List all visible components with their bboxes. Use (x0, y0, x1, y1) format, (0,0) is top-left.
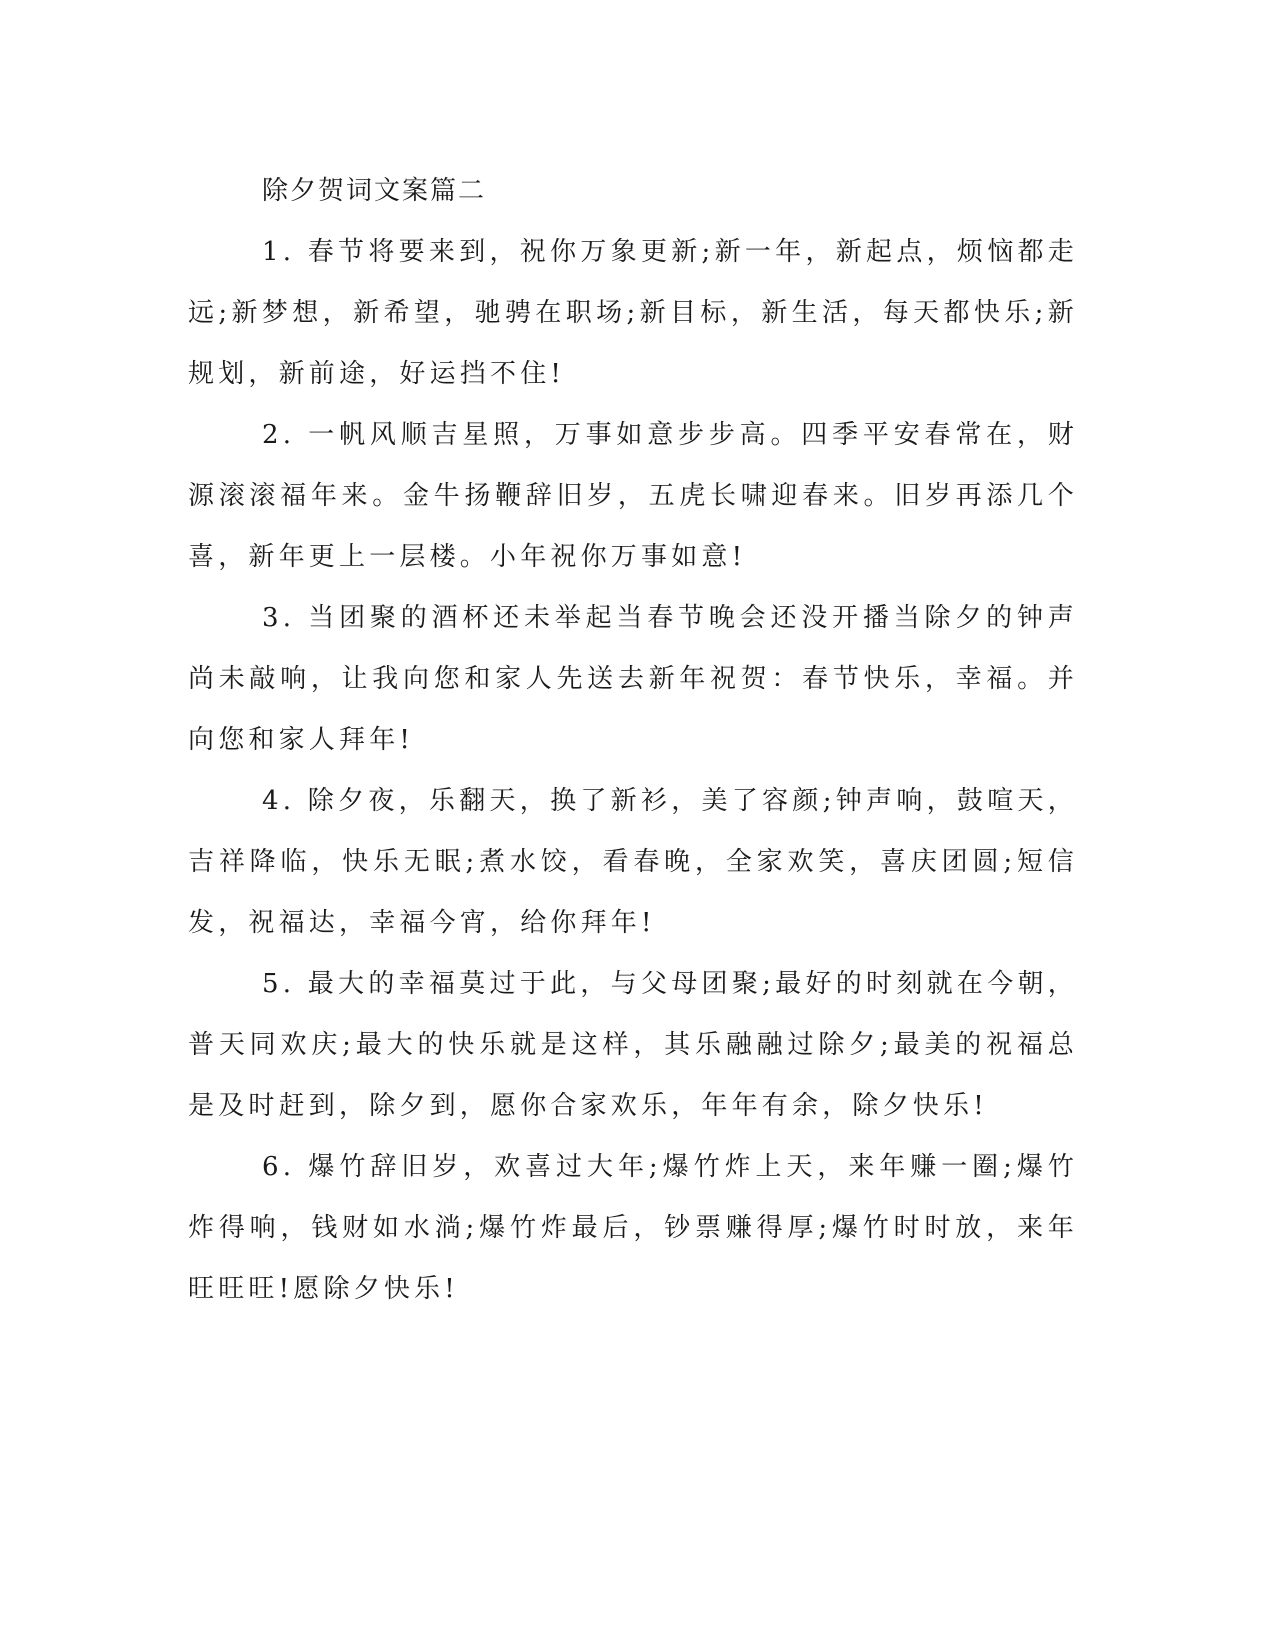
paragraph-6: 6. 爆竹辞旧岁，欢喜过大年;爆竹炸上天，来年赚一圈;爆竹炸得响，钱财如水淌;爆竹炸最后，钞票赚得厚;爆竹时时放，来年旺旺旺!愿除夕快乐! (188, 1152, 1078, 1304)
paragraph-5: 5. 最大的幸福莫过于此，与父母团聚;最好的时刻就在今朝，普天同欢庆;最大的快乐就是这样，其乐融融过除夕;最美的祝福总是及时赶到，除夕到，愿你合家欢乐，年年有余，除夕快乐! (188, 969, 1078, 1121)
document-body (188, 160, 1078, 1320)
paragraph-3: 3. 当团聚的酒杯还未举起当春节晚会还没开播当除夕的钟声尚未敲响，让我向您和家人先送去新年祝贺：春节快乐，幸福。并向您和家人拜年! (188, 603, 1078, 755)
document-title: 除夕贺词文案篇二 (262, 176, 487, 206)
paragraph-4: 4. 除夕夜，乐翻天，换了新衫，美了容颜;钟声响，鼓喧天，吉祥降临，快乐无眠;煮水饺，看春晚，全家欢笑，喜庆团圆;短信发，祝福达，幸福今宵，给你拜年! (188, 786, 1078, 938)
paragraph-2: 2. 一帆风顺吉星照，万事如意步步高。四季平安春常在，财源滚滚福年来。金牛扬鞭辞旧岁，五虎长啸迎春来。旧岁再添几个喜，新年更上一层楼。小年祝你万事如意! (188, 420, 1078, 572)
paragraph-1: 1. 春节将要来到，祝你万象更新;新一年，新起点，烦恼都走远;新梦想，新希望，驰骋在职场;新目标，新生活，每天都快乐;新规划，新前途，好运挡不住! (188, 237, 1078, 389)
